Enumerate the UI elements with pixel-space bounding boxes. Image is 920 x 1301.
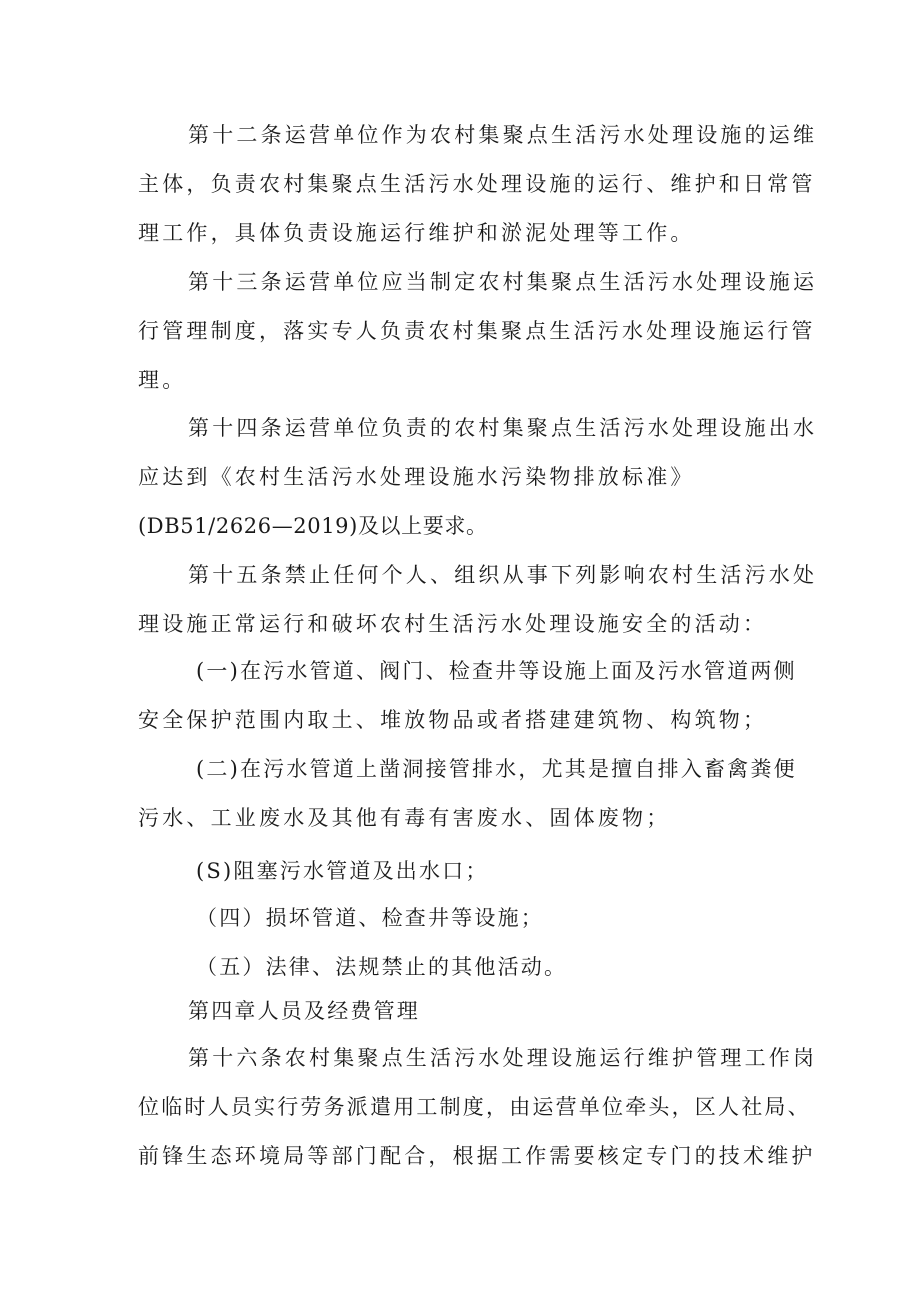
item-2-line-1: (二)在污水管道上凿洞接管排水，尤其是擅自排入畜禽粪便 [196,757,797,781]
article-16-line-3: 前锋生态环境局等部门配合，根据工作需要核定专门的技术维护 [138,1144,816,1168]
item-1-line-1: (一)在污水管道、阀门、检查井等设施上面及污水管道两侧 [196,659,797,683]
item-4-line: （四）损坏管道、检查井等设施； [196,906,544,930]
article-16-line-1: 第十六条农村集聚点生活污水处理设施运行维护管理工作岗 [188,1046,818,1070]
article-14-line-3: (DB51/2626—2019)及以上要求。 [138,514,488,538]
article-13-line-1: 第十三条运营单位应当制定农村集聚点生活污水处理设施运 [188,270,818,294]
article-14-line-1: 第十四条运营单位负责的农村集聚点生活污水处理设施出水 [188,416,818,440]
article-12-line-1: 第十二条运营单位作为农村集聚点生活污水处理设施的运维 [188,123,818,147]
article-15-line-1: 第十五条禁止任何个人、组织从事下列影响农村生活污水处 [188,563,818,587]
article-15-line-2: 理设施正常运行和破坏农村生活污水处理设施安全的活动： [138,612,768,636]
article-16-line-2: 位临时人员实行劳务派遣用工制度，由运营单位牵头，区人社局、 [138,1095,811,1119]
chapter-4-heading: 第四章人员及经费管理 [188,999,420,1023]
article-13-line-3: 理。 [138,368,187,392]
article-13-line-2: 行管理制度，落实专人负责农村集聚点生活污水处理设施运行管 [138,319,816,343]
item-5-line: （五）法律、法规禁止的其他活动。 [196,955,568,979]
article-12-line-2: 主体，负责农村集聚点生活污水处理设施的运行、维护和日常管 [138,172,816,196]
article-12-line-3: 理工作，具体负责设施运行维护和淤泥处理等工作。 [138,221,695,245]
article-14-line-2: 应达到《农村生活污水处理设施水污染物排放标准》 [138,465,695,489]
item-2-line-2: 污水、工业废水及其他有毒有害废水、固体废物； [138,806,671,830]
item-1-line-2: 安全保护范围内取土、堆放物品或者搭建建筑物、构筑物； [138,708,768,732]
item-3-line: (S)阻塞污水管道及出水口； [196,859,489,883]
